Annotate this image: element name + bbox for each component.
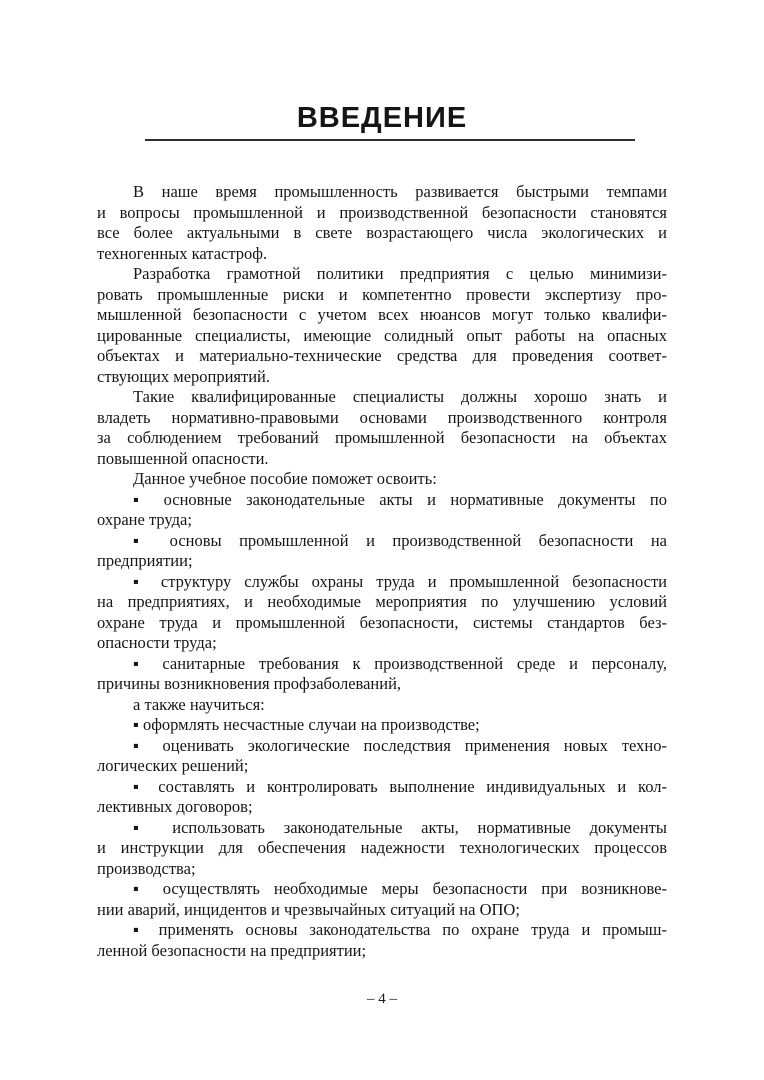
text-line: на предприятиях, и необходимые мероприятия по улучшению условий [97,592,667,611]
text-line: ▪ применять основы законодательства по охране труда и промыш- [133,920,667,939]
page-title: ВВЕДЕНИЕ [296,102,468,134]
bullet-paragraph [97,736,667,777]
text-line: цированные специалисты, имеющие солидный опыт работы на опасных [97,325,667,345]
text-line: ▪ структуру службы охраны труда и промышленной безопасности [133,571,667,591]
text-line: и вопросы промышленной и производственной безопасности становятся [97,202,667,222]
bullet-paragraph [97,572,667,654]
title-underline [145,139,635,141]
text-line: ровать промышленные риски и компетентно провести экспертизу про- [97,284,667,304]
paragraph [97,387,667,469]
page-number: – 4 – [367,991,397,1007]
bullet-paragraph [97,920,667,961]
paragraph [97,695,667,716]
bullet-paragraph [97,715,667,736]
text-line: В наше время промышленность развивается быстрыми темпами [133,182,667,201]
text-line: ствующих мероприятий. [97,366,271,386]
text-line: опасности труда; [97,633,217,652]
text-line: ▪ оформлять несчастные случаи на производстве; [133,715,480,734]
text-line: Такие квалифицированные специалисты должны хорошо знать и [133,387,667,406]
text-line: ▪ осуществлять необходимые меры безопасности при возникнове- [133,879,667,898]
text-line: Разработка грамотной политики предприятия с целью минимизи- [133,264,667,283]
bullet-paragraph [97,879,667,920]
text-line: лективных договоров; [97,797,253,816]
text-line: ▪ использовать законодательные акты, нормативные документы [133,817,667,837]
paragraph [97,182,667,264]
text-line: объектах и материально-технические средства для проведения соответ- [97,346,667,365]
text-line: владеть нормативно-правовыми основами производственного контроля [97,407,667,427]
text-line: нии аварий, инцидентов и чрезвычайных ситуаций на ОПО; [97,899,520,919]
document-body [97,182,667,961]
text-line: ▪ основы промышленной и производственной безопасности на [133,530,667,550]
paragraph [97,264,667,387]
bullet-paragraph [97,777,667,818]
text-line: причины возникновения профзаболеваний, [97,674,402,693]
text-line: охране труда и промышленной безопасности, системы стандартов без- [97,612,667,632]
text-line: техногенных катастроф. [97,243,268,263]
bullet-paragraph [97,531,667,572]
text-line: ▪ составлять и контролировать выполнение индивидуальных и кол- [133,776,667,796]
text-line: а также научиться: [133,694,265,714]
text-line: ▪ основные законодательные акты и нормативные документы по [133,489,667,509]
text-line: предприятии; [97,551,193,570]
text-line: все более актуальными в свете возрастающего числа экологических и [97,223,667,242]
text-line: за соблюдением требований промышленной безопасности на объектах [97,428,667,447]
text-line: производства; [97,858,196,878]
text-line: охране труда; [97,510,192,529]
text-line: мышленной безопасности с учетом всех нюансов могут только квалифи- [97,305,667,324]
bullet-paragraph [97,490,667,531]
text-line: ▪ оценивать экологические последствия применения новых техно- [133,735,667,755]
text-line: ▪ санитарные требования к производственной среде и персоналу, [133,653,667,673]
bullet-paragraph [97,818,667,880]
text-line: Данное учебное пособие поможет освоить: [133,469,437,488]
text-line: повышенной опасности. [97,448,269,468]
paragraph [97,469,667,490]
text-line: ленной безопасности на предприятии; [97,940,367,960]
text-line: и инструкции для обеспечения надежности технологических процессов [97,838,667,857]
text-line: логических решений; [97,756,249,775]
bullet-paragraph [97,654,667,695]
